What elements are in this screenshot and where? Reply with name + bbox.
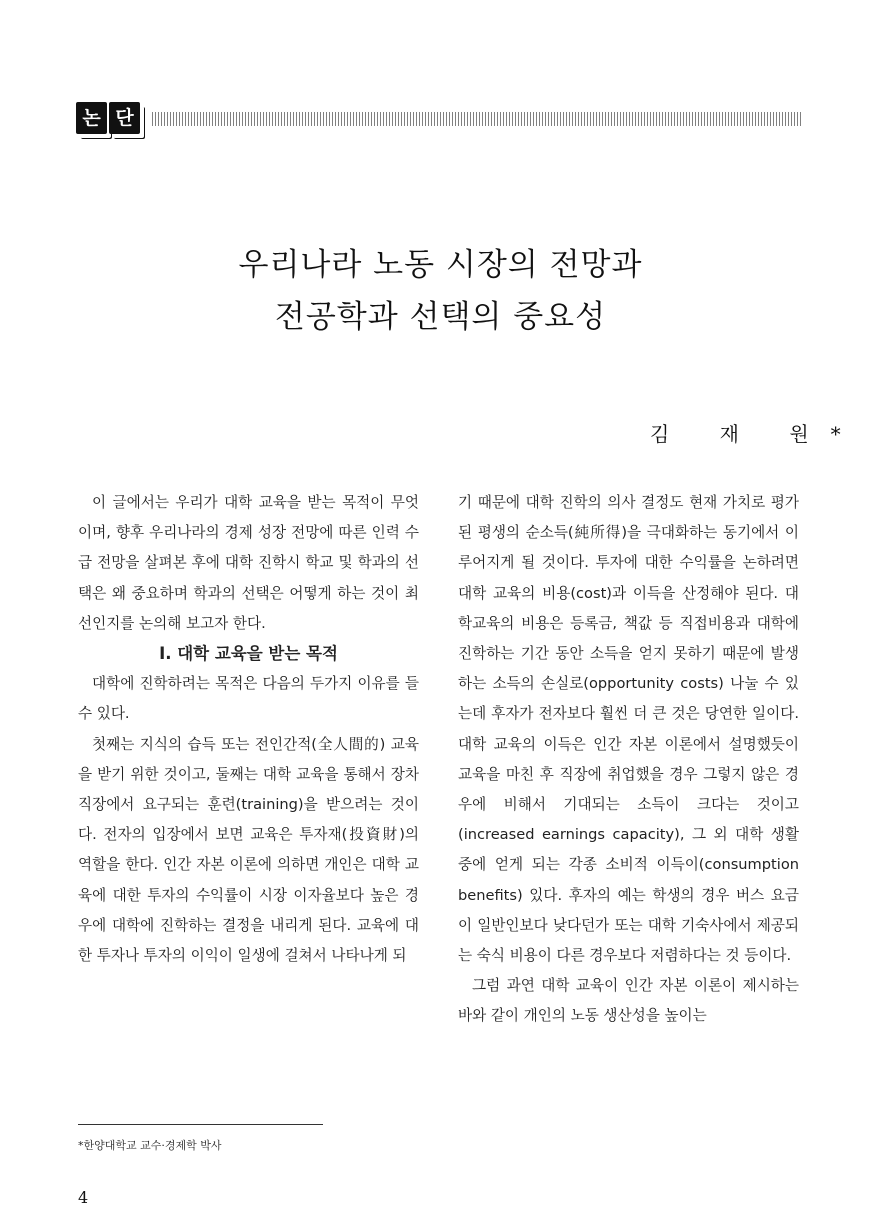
right-paragraph-1: 기 때문에 대학 진학의 의사 결정도 현재 가치로 평가된 평생의 순소득(純所得)을 극대화하는 동기에서 이루어지게 될 것이다. 투자에 대한 수익률을 논하려면 대학 교육의 비용(cost)과 이득을 산정해야 된다. 대학교육의 비용은 등록금, 책값 등 직접비용과 대학에 진학하는 기간 동안 소득을 얻지 못하기 때문에 발생하는 소득의 손실로(opportunity costs) 나눌 수 있는데 후자가 전자보다 훨씬 더 큰 것은 당연한 일이다. 대학 교육의 이득은 인간 자본 이론에서 설명했듯이 교육을 마친 후 직장에 취업했을 경우 그렇지 않은 경우에 비해서 기대되는 소득이 크다는 것이고(increased earnings capacity), 그 외 대학 생활 중에 얻게 되는 각종 소비적 이득이(consumption benefits) 있다. 후자의 예는 학생의 경우 버스 요금이 일반인보다 낮다던가 또는 대학 기숙사에서 제공되는 숙식 비용이 다른 경우보다 저렴하다는 것 등이다. [458,494,799,965]
right-paragraph-2: 그럼 과연 대학 교육이 인간 자본 이론이 제시하는 바와 같이 개인의 노동 생산성을 높이는 [458,977,799,1025]
title-line-1: 우리나라 노동 시장의 전망과 [238,247,643,283]
left-column [78,488,419,971]
footnote: *한양대학교 교수·경제학 박사 [78,1139,222,1152]
page-number: 4 [78,1188,89,1207]
right-column [458,488,799,1032]
badge-char-1: 논 [76,102,107,134]
section-badge [76,102,140,134]
header-stripe-decoration [152,112,803,126]
author-name: 김 재 원* [650,422,863,446]
left-paragraph-1: 대학에 진학하려는 목적은 다음의 두가지 이유를 들 수 있다. [78,675,419,723]
title-line-2: 전공학과 선택의 중요성 [274,299,607,335]
section-heading: Ⅰ. 대학 교육을 받는 목적 [159,644,338,664]
intro-paragraph: 이 글에서는 우리가 대학 교육을 받는 목적이 무엇이며, 향후 우리나라의 경제 성장 전망에 따른 인력 수급 전망을 살펴본 후에 대학 진학시 학교 및 학과의 선택은 왜 중요하며 학과의 선택은 어떻게 하는 것이 최선인지를 논의해 보고자 한다. [78,494,419,632]
footnote-rule [78,1124,323,1125]
left-paragraph-2: 첫째는 지식의 습득 또는 전인간적(全人間的) 교육을 받기 위한 것이고, 둘째는 대학 교육을 통해서 장차 직장에서 요구되는 훈련(training)을 받으려는 것이다. 전자의 입장에서 보면 교육은 투자재(投資財)의 역할을 한다. 인간 자본 이론에 의하면 개인은 대학 교육에 대한 투자의 수익률이 시장 이자율보다 높은 경우에 대학에 진학하는 결정을 내리게 된다. 교육에 대한 투자나 투자의 이익이 일생에 걸쳐서 나타나게 되 [78,735,419,965]
badge-char-2: 단 [109,102,140,134]
